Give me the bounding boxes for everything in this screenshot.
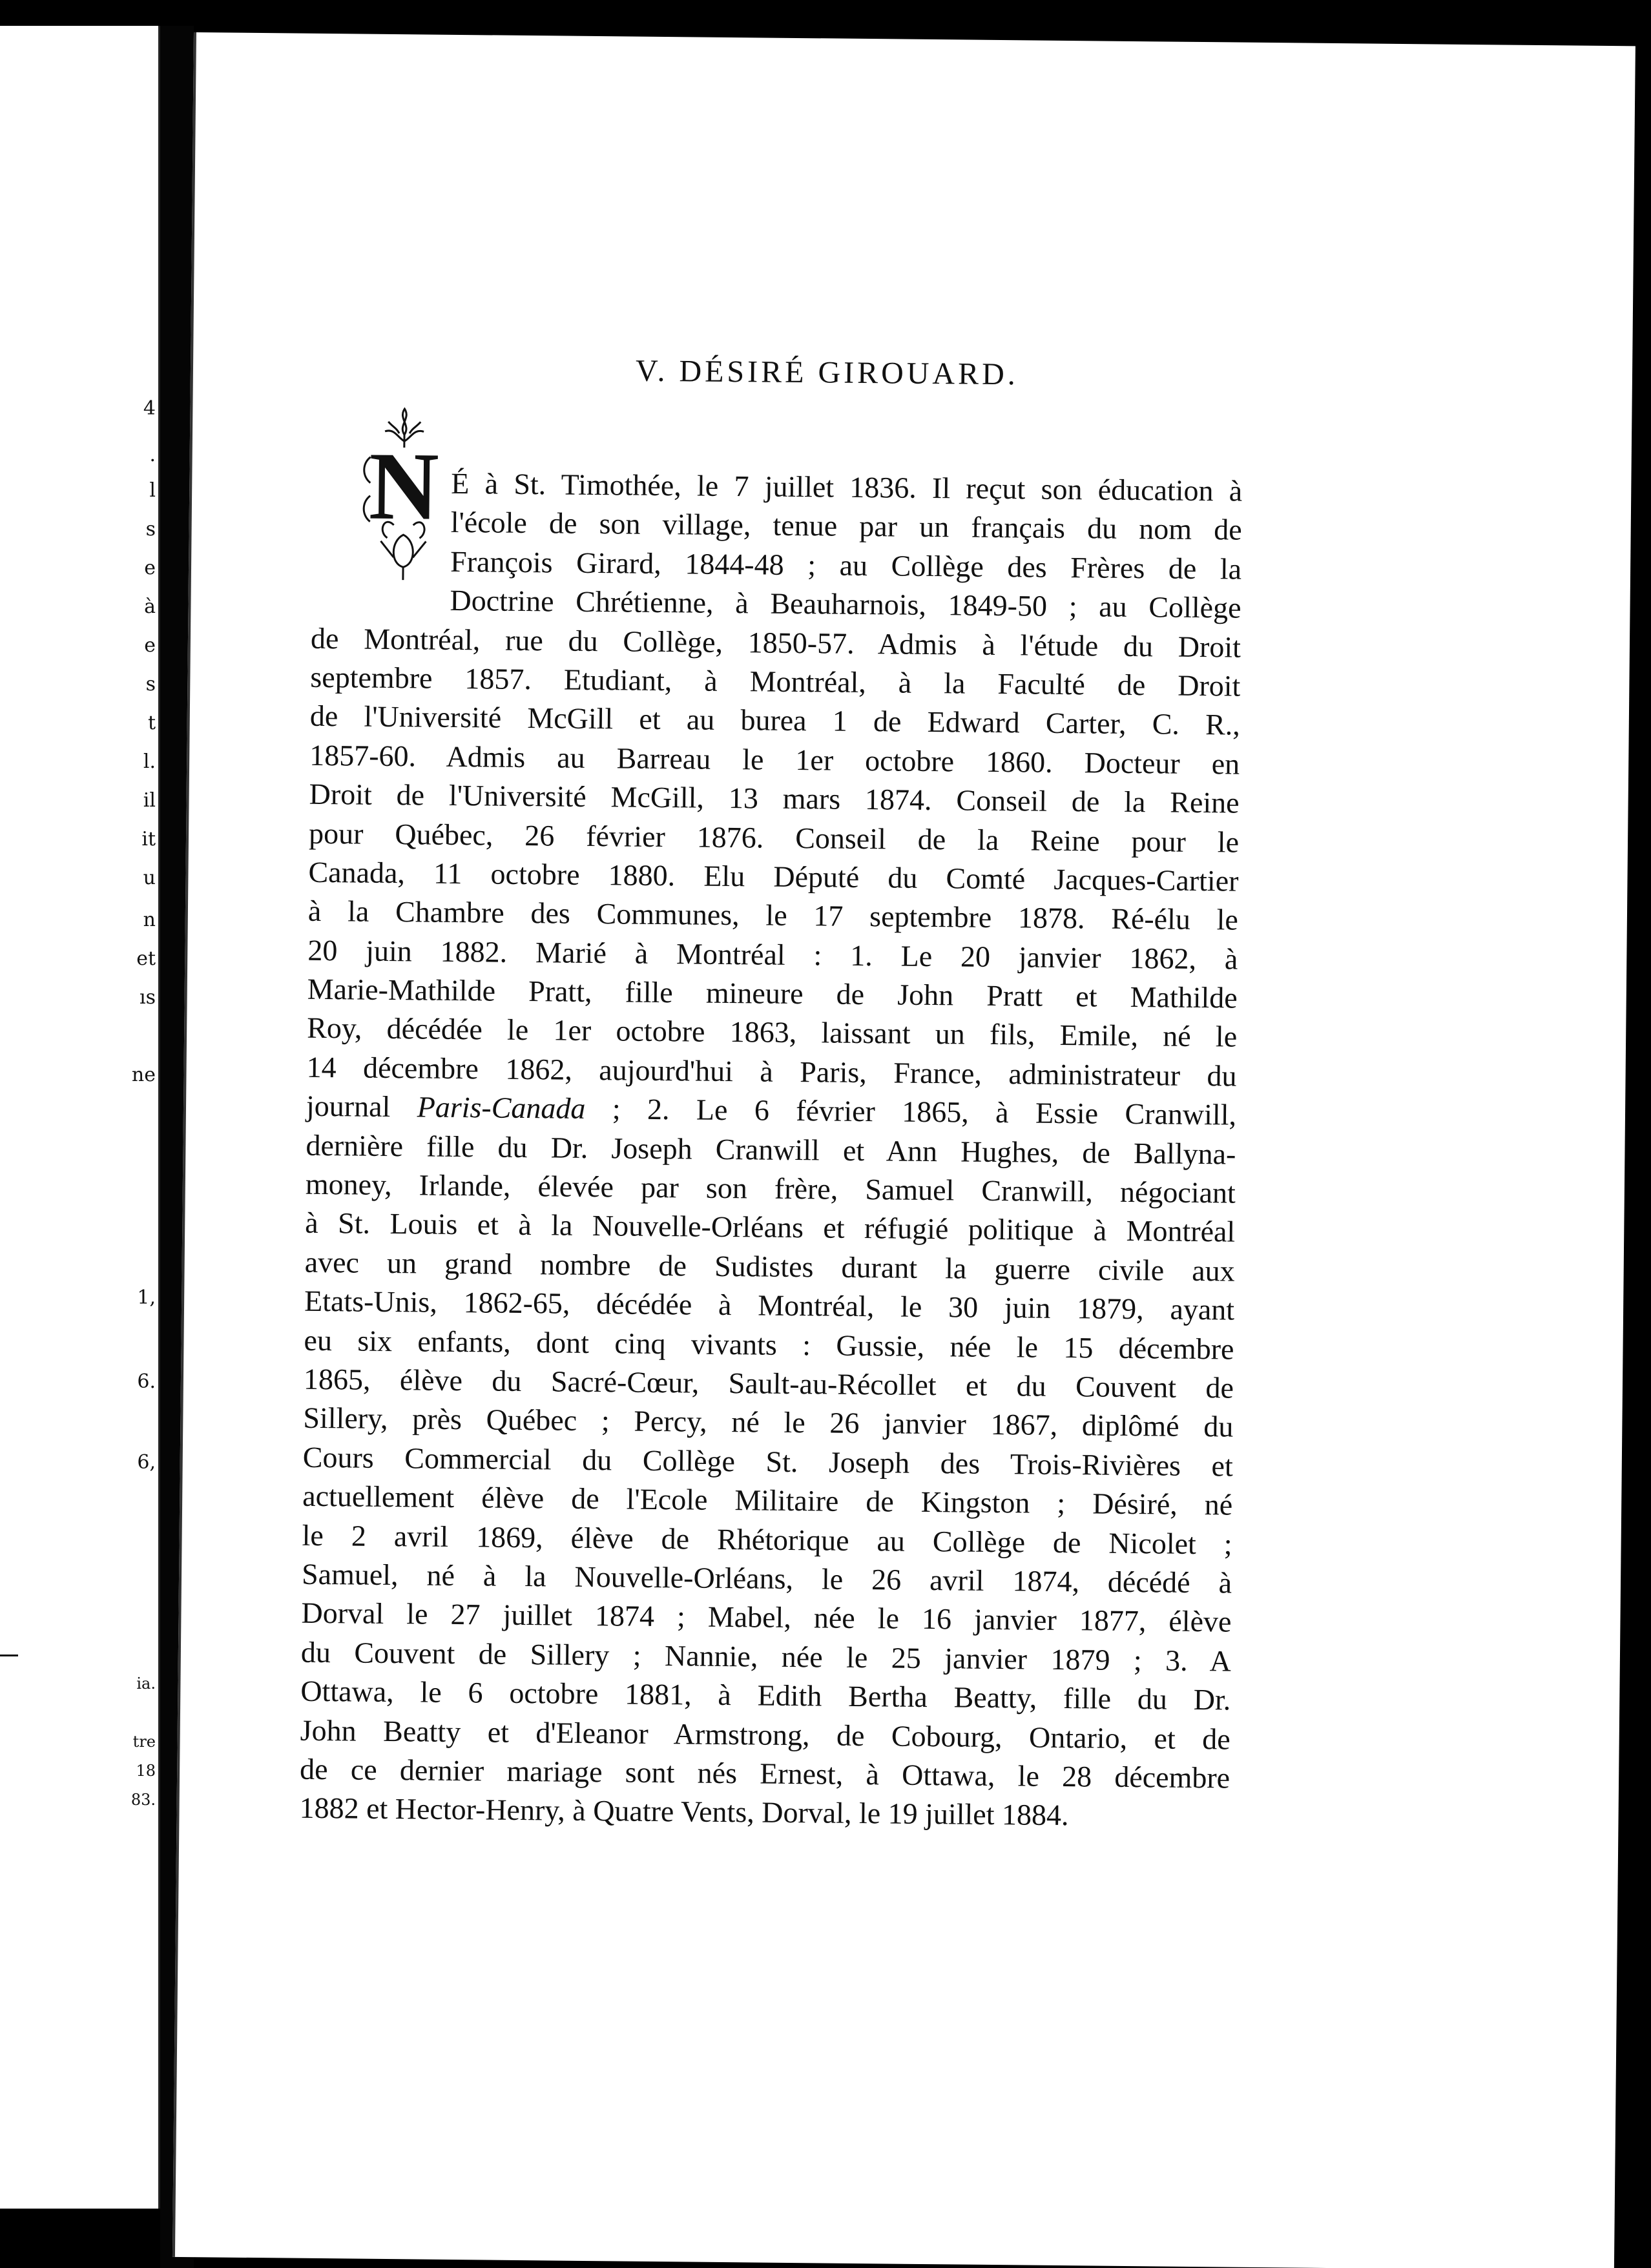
- margin-fragment: n: [143, 909, 156, 931]
- text-line: pour Québec, 26 février 1876. Conseil de la Reine pour le: [308, 816, 1240, 859]
- margin-fragment: 18: [136, 1762, 156, 1780]
- text-line: septembre 1857. Etudiant, à Montréal, à la Faculté de Droit: [310, 660, 1241, 703]
- text-line: du Couvent de Sillery ; Nannie, née le 25 janvier 1879 ; 3. A: [300, 1635, 1232, 1678]
- text-line: à St. Louis et à la Nouvelle-Orléans et réfugié politique à Montréal: [305, 1206, 1236, 1248]
- margin-fragment: s: [145, 673, 156, 696]
- margin-fragment: ıs: [140, 986, 156, 1009]
- text-line: Doctrine Chrétienne, à Beauharnois, 1849-50 ; au Collège: [450, 584, 1241, 624]
- drop-cap-letter: N: [368, 432, 440, 541]
- journal-prefix: journal: [306, 1089, 391, 1124]
- text-line: avec un grand nombre de Sudistes durant la guerre civile aux: [304, 1245, 1235, 1288]
- text-line: John Beatty et d'Eleanor Armstrong, de Cobourg, Ontario, et de: [300, 1713, 1230, 1756]
- right-page: [172, 32, 1635, 2268]
- margin-fragment: t: [147, 712, 156, 734]
- text-line: de ce dernier mariage sont nés Ernest, à Ottawa, le 28 décembre: [299, 1752, 1230, 1795]
- margin-fragment: e: [144, 634, 156, 657]
- margin-fragment: ne: [131, 1064, 156, 1086]
- text-line: 1865, élève du Sacré-Cœur, Sault-au-Récollet et du Couvent de: [303, 1362, 1234, 1405]
- text-line: François Girard, 1844-48 ; au Collège des Frères de la: [450, 544, 1242, 586]
- text-line: Droit de l'Université McGill, 13 mars 1874. Conseil de la Reine: [309, 777, 1240, 820]
- margin-fragment: l.: [143, 750, 156, 773]
- text-line: Etats-Unis, 1862-65, décédée à Montréal, le 30 juin 1879, ayant: [304, 1284, 1235, 1326]
- text-line: l'école de son village, tenue par un français du nom de: [450, 506, 1242, 547]
- text-line: Marie-Mathilde Pratt, fille mineure de John Pratt et Mathilde: [307, 972, 1238, 1015]
- margin-fragment: 4: [143, 397, 156, 420]
- text-line: de l'Université McGill et au burea 1 de Edward Carter, C. R.,: [309, 699, 1241, 741]
- margin-fragment: tre: [132, 1733, 156, 1751]
- text-line: Sillery, près Québec ; Percy, né le 26 janvier 1867, diplômé du: [303, 1401, 1234, 1443]
- text-line: 1882 et Hector-Henry, à Quatre Vents, Dorval, le 19 juillet 1884.: [299, 1791, 1069, 1832]
- footnote-rule: [0, 1655, 18, 1656]
- margin-fragment: u: [143, 867, 156, 889]
- margin-fragment: it: [141, 828, 156, 850]
- biography-text: [299, 463, 1242, 1837]
- text-line: Roy, décédée le 1er octobre 1863, laissant un fils, Emile, né le: [306, 1011, 1238, 1054]
- margin-fragment: 83.: [130, 1791, 156, 1809]
- text-line: 14 décembre 1862, aujourd'hui à Paris, France, administrateur du: [306, 1050, 1237, 1093]
- text-line: money, Irlande, élevée par son frère, Samuel Cranwill, négociant: [305, 1167, 1236, 1210]
- margin-fragment: ia.: [136, 1675, 156, 1693]
- text-line: le 2 avril 1869, élève de Rhétorique au Collège de Nicolet ;: [302, 1518, 1232, 1561]
- text-line: actuellement élève de l'Ecole Militaire de Kingston ; Désiré, né: [302, 1479, 1233, 1521]
- page-title: V. DÉSIRÉ GIROUARD.: [635, 353, 1019, 392]
- text-line: Cours Commercial du Collège St. Joseph des Trois-Rivières et: [302, 1440, 1234, 1483]
- margin-fragment: et: [136, 947, 156, 970]
- margin-fragment: 6.: [137, 1370, 156, 1393]
- margin-fragment: il: [143, 789, 156, 812]
- text-line: Canada, 11 octobre 1880. Elu Député du Comté Jacques-Cartier: [308, 855, 1239, 898]
- margin-fragment: .: [149, 444, 156, 466]
- journal-rest: ; 2. Le 6 février 1865, à Essie Cranwill,: [585, 1092, 1237, 1131]
- text-line: eu six enfants, dont cinq vivants : Gussie, née le 15 décembre: [304, 1323, 1234, 1366]
- margin-fragment: 6,: [137, 1451, 156, 1474]
- scan-top-edge: [0, 0, 1651, 26]
- text-line: 20 juin 1882. Marié à Montréal : 1. Le 20 janvier 1862, à: [307, 933, 1238, 976]
- text-line: Ottawa, le 6 octobre 1881, à Edith Bertha Beatty, fille du Dr.: [300, 1674, 1231, 1716]
- text-line: Dorval le 27 juillet 1874 ; Mabel, née le 16 janvier 1877, élève: [301, 1596, 1232, 1638]
- text-line: de Montréal, rue du Collège, 1850-57. Admis à l'étude du Droit: [310, 621, 1241, 664]
- margin-fragment: 1,: [137, 1286, 156, 1309]
- text-line: à la Chambre des Communes, le 17 septembre 1878. Ré-élu le: [307, 894, 1239, 936]
- text-line: dernière fille du Dr. Joseph Cranwill et Ann Hughes, de Ballyna-: [306, 1128, 1236, 1171]
- text-line: 1857-60. Admis au Barreau le 1er octobre 1860. Docteur en: [309, 738, 1240, 781]
- facing-page-fragment: [0, 0, 160, 2209]
- margin-fragment: e: [144, 557, 156, 579]
- text-line: Samuel, né à la Nouvelle-Orléans, le 26 avril 1874, décédé à: [301, 1557, 1232, 1600]
- margin-fragment: l: [149, 479, 156, 502]
- margin-fragment: à: [144, 595, 156, 618]
- margin-fragment: s: [145, 518, 156, 541]
- journal-title: Paris-Canada: [417, 1090, 586, 1126]
- text-line: É à St. Timothée, le 7 juillet 1836. Il reçut son éducation à: [451, 466, 1243, 508]
